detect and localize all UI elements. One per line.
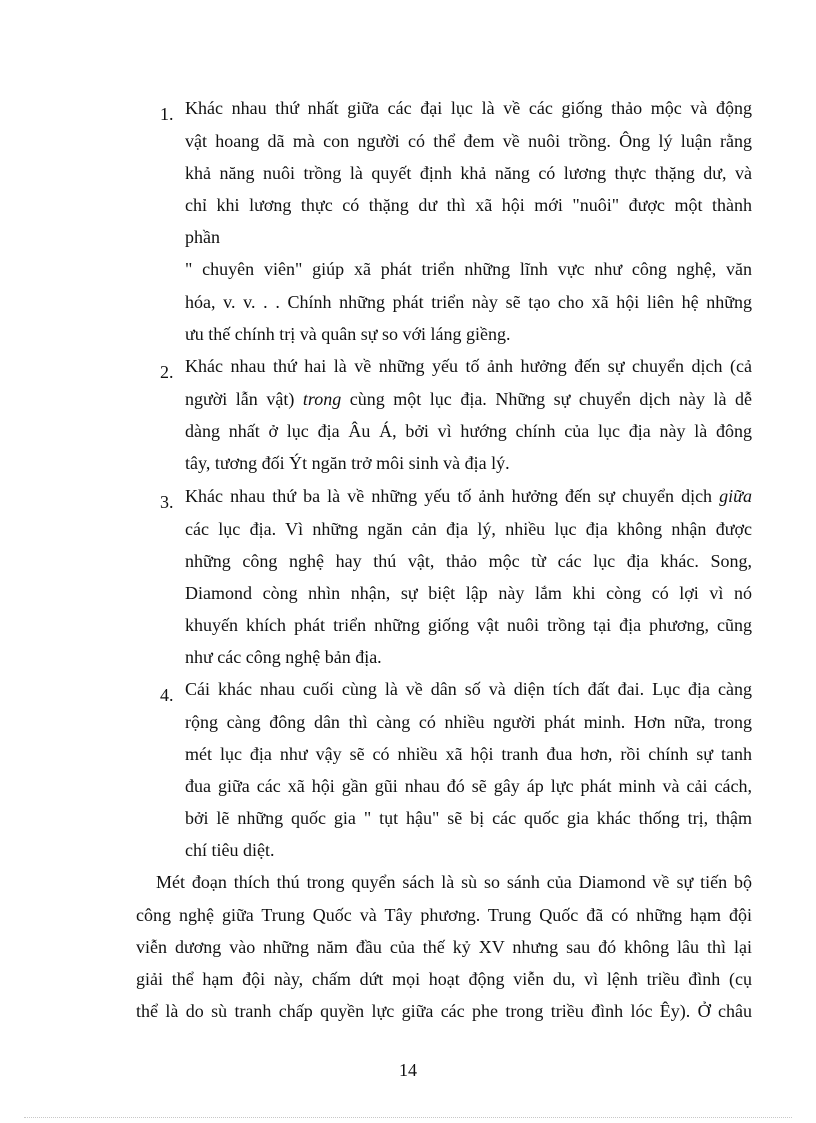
text-line: bởi lẽ những quốc gia " tụt hậu" sẽ bị các quốc gia khác thống trị, thậm	[185, 808, 752, 828]
list-number: 4.	[160, 685, 174, 705]
list-number: 2.	[160, 362, 174, 382]
text-line: khuyến khích phát triển những giống vật nuôi trồng tại địa phương, cũng	[185, 615, 752, 635]
text-line: Mét đoạn thích thú trong quyển sách là sù so sánh của Diamond về sự tiến bộ	[156, 872, 752, 892]
text-line: người lẫn vật) trong cùng một lục địa. Những sự chuyển dịch này là dễ	[185, 389, 752, 409]
text-line: chỉ khi lương thực có thặng dư thì xã hội mới "nuôi" được một thành	[185, 195, 752, 215]
text-line: phần	[185, 227, 220, 247]
list-number: 1.	[160, 104, 174, 124]
text-line: khả năng nuôi trồng là quyết định khả năng có lương thực thặng dư, và	[185, 163, 752, 183]
text-line: viễn dương vào những năm đầu của thế kỷ XV nhưng sau đó không lâu thì lại	[136, 937, 752, 957]
text-line: rộng càng đông dân thì càng có nhiều người phát minh. Hơn nữa, trong	[185, 712, 752, 732]
page-bottom-rule	[24, 1117, 792, 1118]
text-line: như các công nghệ bản địa.	[185, 647, 382, 667]
list-number: 3.	[160, 492, 174, 512]
text-line: đua giữa các xã hội gần gũi nhau đó sẽ gây áp lực phát minh và cải cách,	[185, 776, 752, 796]
text-line: Diamond còng nhìn nhận, sự biệt lập này lắm khi còng có lợi vì nó	[185, 583, 752, 603]
text-line: dàng nhất ở lục địa Âu Á, bởi vì hướng chính của lục địa này là đông	[185, 421, 752, 441]
text-line: " chuyên viên" giúp xã phát triển những lĩnh vực như công nghệ, văn	[185, 259, 752, 279]
text-line: Khác nhau thứ nhất giữa các đại lục là về các giống thảo mộc và động	[185, 98, 752, 118]
text-line: Khác nhau thứ ba là về những yếu tố ảnh hưởng đến sự chuyển dịch giữa	[185, 486, 752, 506]
text-line: hóa, v. v. . . Chính những phát triển này sẽ tạo cho xã hội liên hệ những	[185, 292, 752, 312]
text-line: công nghệ giữa Trung Quốc và Tây phương. Trung Quốc đã có những hạm đội	[136, 905, 752, 925]
text-line: vật hoang dã mà con người có thể đem về nuôi trồng. Ông lý luận rằng	[185, 131, 752, 151]
text-line: những công nghệ hay thú vật, thảo mộc từ các lục địa khác. Song,	[185, 551, 752, 571]
text-line: Cái khác nhau cuối cùng là về dân số và diện tích đất đai. Lục địa càng	[185, 679, 752, 699]
text-line: các lục địa. Vì những ngăn cản địa lý, nhiều lục địa không nhận được	[185, 519, 752, 539]
text-line: giải thể hạm đội này, chấm dứt mọi hoạt động viễn du, vì lệnh triều đình (cụ	[136, 969, 752, 989]
text-line: mét lục địa như vậy sẽ có nhiều xã hội tranh đua hơn, rồi chính sự tanh	[185, 744, 752, 764]
text-line: chí tiêu diệt.	[185, 840, 275, 860]
text-line: tây, tương đối Ýt ngăn trở môi sinh và địa lý.	[185, 453, 510, 473]
text-line: Khác nhau thứ hai là về những yếu tố ảnh hưởng đến sự chuyển dịch (cả	[185, 356, 752, 376]
page-number: 14	[399, 1060, 417, 1080]
text-line: ưu thế chính trị và quân sự so với láng giềng.	[185, 324, 511, 344]
text-line: thể là do sù tranh chấp quyền lực giữa các phe trong triều đình lóc Êy). Ở châu	[136, 1001, 752, 1021]
